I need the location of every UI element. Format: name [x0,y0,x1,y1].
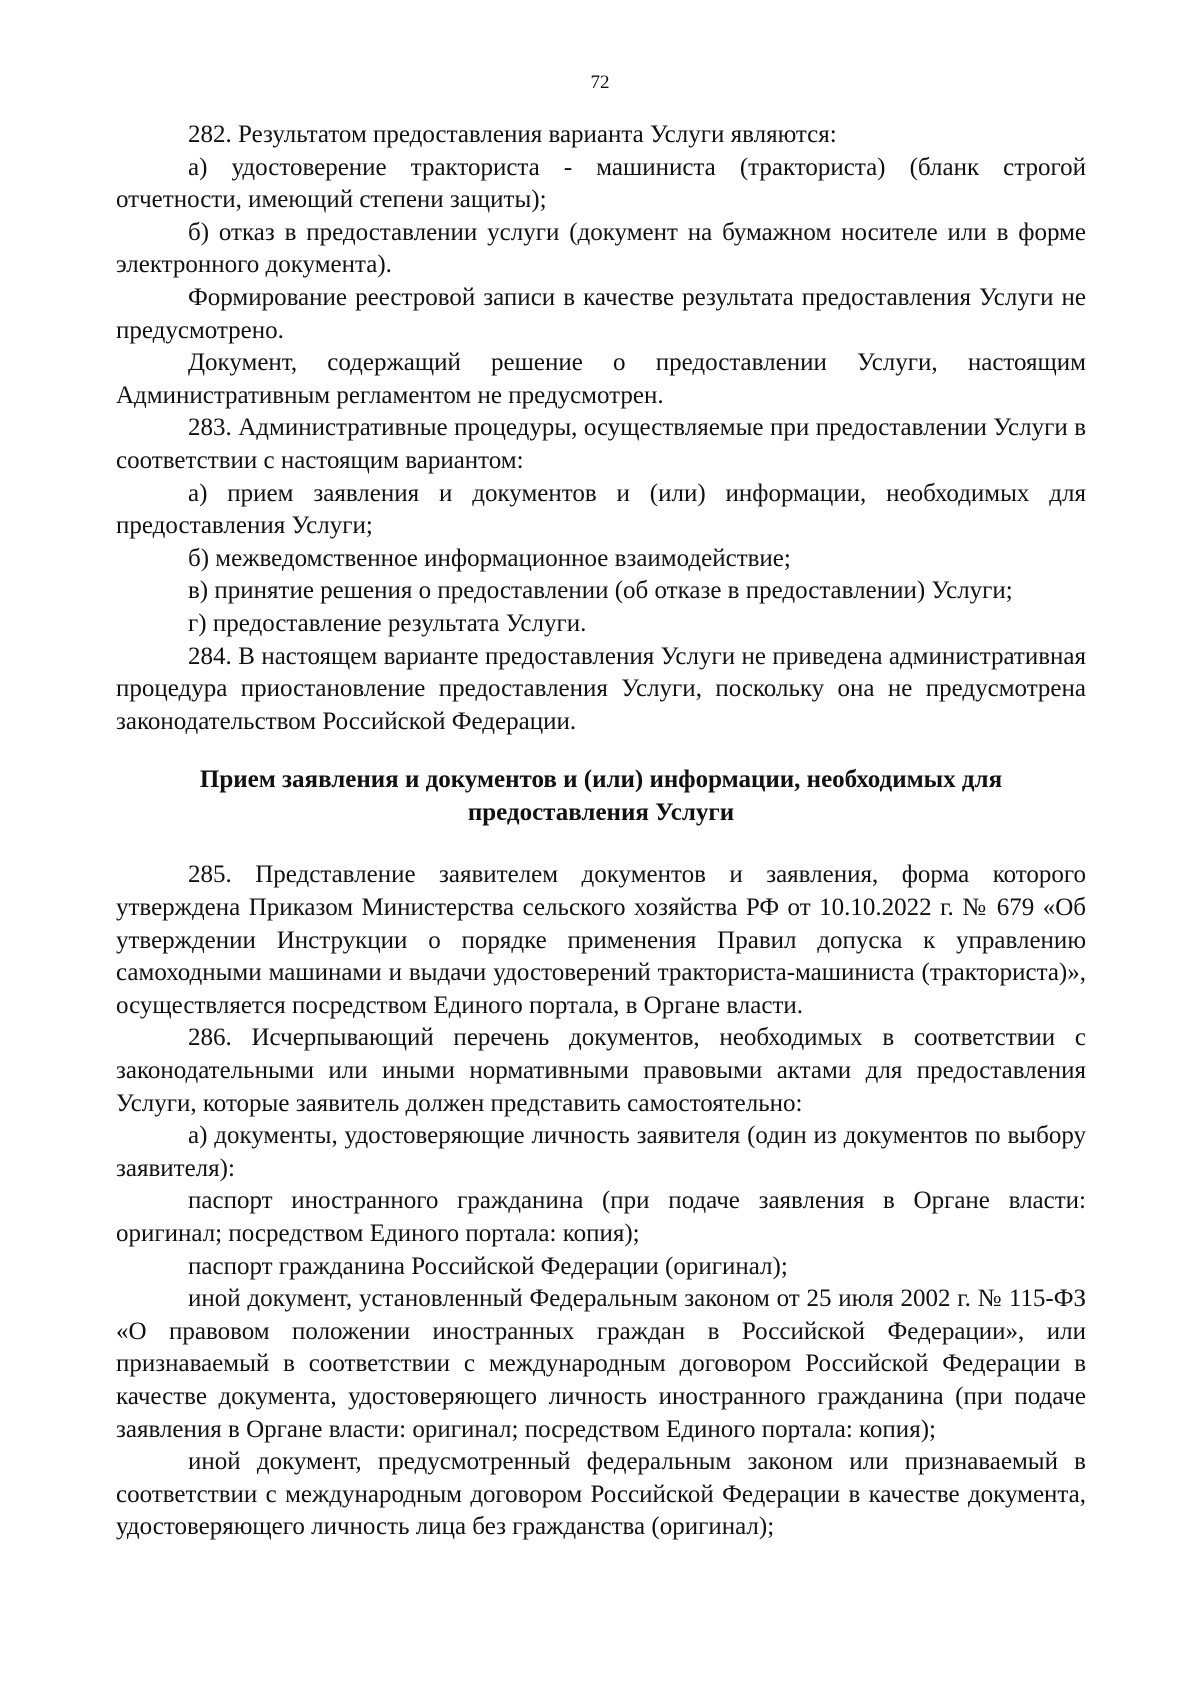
paragraph-283-v: в) принятие решения о предоставлении (об отказе в предоставлении) Услуги; [188,577,1013,605]
paragraph-282: 282. Результатом предоставления варианта Услуги являются: [188,121,837,148]
document-body [116,119,1086,1544]
paragraph-282-b: б) отказ в предоставлении услуги (документ на бумажном носителе или в форме электронного документа). [116,218,1086,279]
paragraph-284: 284. В настоящем варианте предоставления Услуги не приведена административная процедура приостановление предоставления Услуги, поскольку она не предусмотрена законодательством Российской Федерации. [116,642,1086,735]
paragraph-283-b: б) межведомственное информационное взаимодействие; [188,544,791,572]
paragraph-other-document-foreigner: иной документ, установленный Федеральным законом от 25 июля 2002 г. № 115-ФЗ «О правовом положении иностранных граждан в Российской Федерации», или признаваемый в соответствии с международным договором Российской Федерации в качестве документа, удостоверяющего личность иностранного гражданина (при подаче заявления в Органе власти: оригинал; посредством Единого портала: копия); [116,1285,1086,1443]
paragraph-283-a: а) прием заявления и документов и (или) информации, необходимых для предоставления Услуги; [116,479,1086,540]
paragraph-283: 283. Административные процедуры, осуществляемые при предоставлении Услуги в соответствии с настоящим вариантом: [116,414,1086,474]
section-heading: Прием заявления и документов и (или) информации, необходимых для предоставления Услуги [199,766,1003,826]
paragraph-286: 286. Исчерпывающий перечень документов, необходимых в соответствии с законодательными или иными нормативными правовыми актами для предоставления Услуги, которые заявитель должен представить самостоятельно: [116,1024,1086,1117]
paragraph-other-document-stateless: иной документ, предусмотренный федеральным законом или признаваемый в соответствии с международным договором Российской Федерации в качестве документа, удостоверяющего личность лица без гражданства (оригинал); [116,1448,1086,1541]
paragraph-282-a: а) удостоверение тракториста - машиниста (тракториста) (бланк строгой отчетности, имеющий степени защиты); [116,153,1086,214]
paragraph-286-a: а) документы, удостоверяющие личность заявителя (один из документов по выбору заявителя): [116,1122,1086,1182]
paragraph-decision-document: Документ, содержащий решение о предоставлении Услуги, настоящим Административным регламентом не предусмотрен. [116,349,1086,409]
paragraph-283-g: г) предоставление результата Услуги. [188,609,587,637]
page-number: 72 [590,72,610,93]
paragraph-foreign-passport: паспорт иностранного гражданина (при подаче заявления в Органе власти: оригинал; посредством Единого портала: копия); [116,1187,1086,1247]
paragraph-285: 285. Представление заявителем документов и заявления, форма которого утверждена Приказом Министерства сельского хозяйства РФ от 10.10.2022 г. № 679 «Об утверждении Инструкции о порядке применения Правил допуска к управлению самоходными машинами и выдачи удостоверений тракториста-машиниста (тракториста)», осуществляется посредством Единого портала, в Органе власти. [116,861,1086,1019]
paragraph-registry-record: Формирование реестровой записи в качестве результата предоставления Услуги не предусмотрено. [116,283,1086,344]
paragraph-russian-passport: паспорт гражданина Российской Федерации (оригинал); [188,1252,788,1280]
